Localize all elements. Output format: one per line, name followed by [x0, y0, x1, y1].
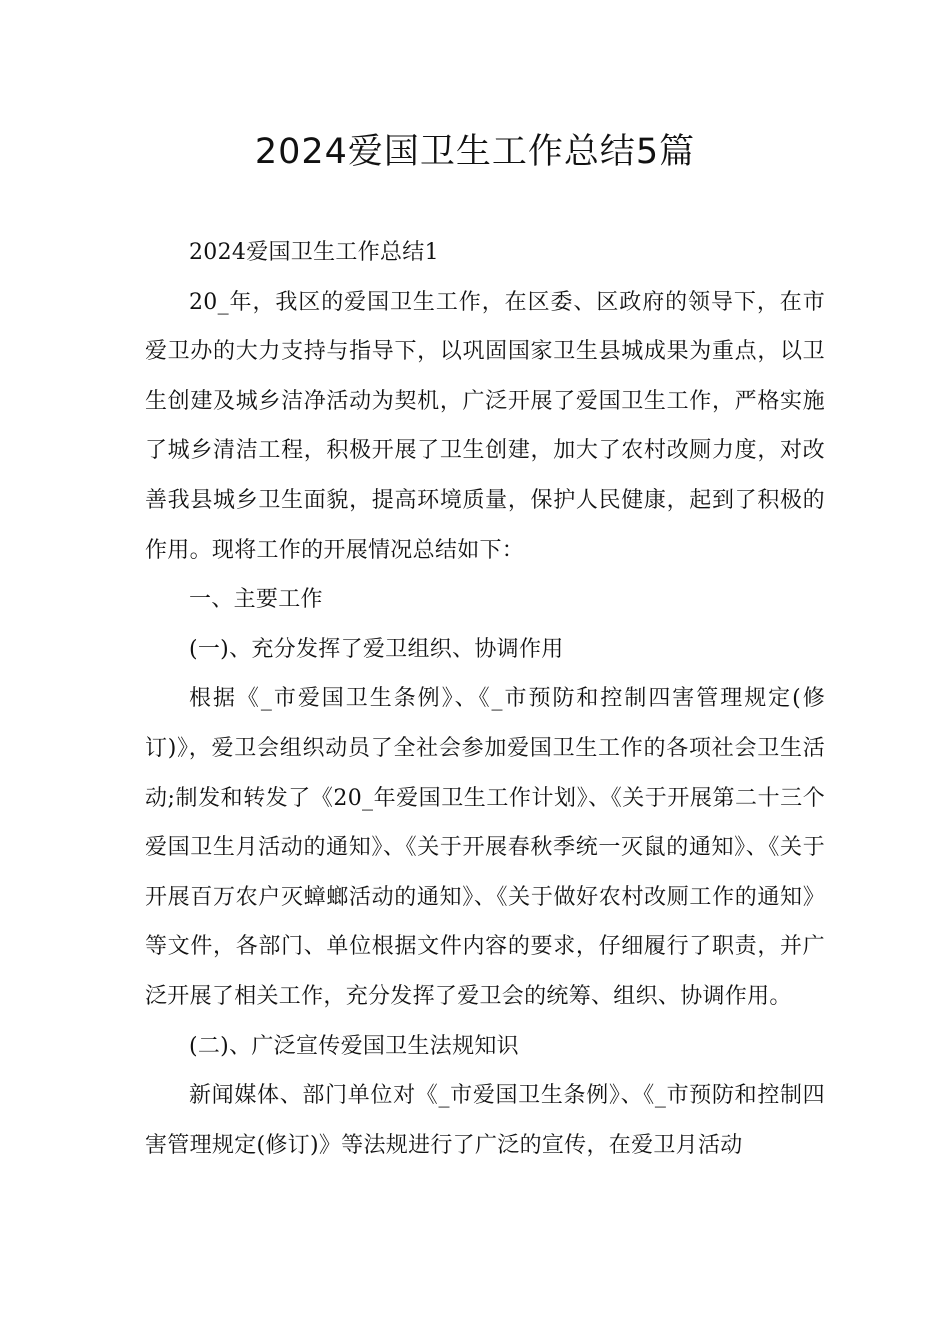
body-paragraph: 新闻媒体、部门单位对《_市爱国卫生条例》、《_市预防和控制四害管理规定(修订)》等法规进行了广泛的宣传，在爱卫月活动: [145, 1083, 825, 1158]
document-body: [145, 228, 825, 1170]
subsection-heading: (一)、充分发挥了爱卫组织、协调作用: [189, 636, 564, 662]
section-heading: 一、主要工作: [189, 587, 323, 613]
subsection-heading: (二)、广泛宣传爱国卫生法规知识: [189, 1033, 519, 1059]
section-heading: 2024爱国卫生工作总结1: [189, 240, 439, 265]
body-paragraph: 根据《_市爱国卫生条例》、《_市预防和控制四害管理规定(修订)》，爱卫会组织动员了全社会参加爱国卫生工作的各项社会卫生活动;制发和转发了《20_年爱国卫生工作计划》、《关于开展第二十三个爱国卫生月活动的通知》、《关于开展春秋季统一灭鼠的通知》、《关于开展百万农户灭蟑螂活动的通知》、《关于做好农村改厕工作的通知》等文件，各部门、单位根据文件内容的要求，仔细履行了职责，并广泛开展了相关工作，充分发挥了爱卫会的统筹、组织、协调作用。: [145, 686, 825, 1009]
intro-paragraph: 20_年，我区的爱国卫生工作，在区委、区政府的领导下，在市爱卫办的大力支持与指导下，以巩固国家卫生县城成果为重点，以卫生创建及城乡洁净活动为契机，广泛开展了爱国卫生工作，严格实施了城乡清洁工程，积极开展了卫生创建，加大了农村改厕力度，对改善我县城乡卫生面貌，提高环境质量，保护人民健康，起到了积极的作用。现将工作的开展情况总结如下：: [145, 289, 825, 563]
document-title: 2024爱国卫生工作总结5篇: [254, 132, 696, 172]
